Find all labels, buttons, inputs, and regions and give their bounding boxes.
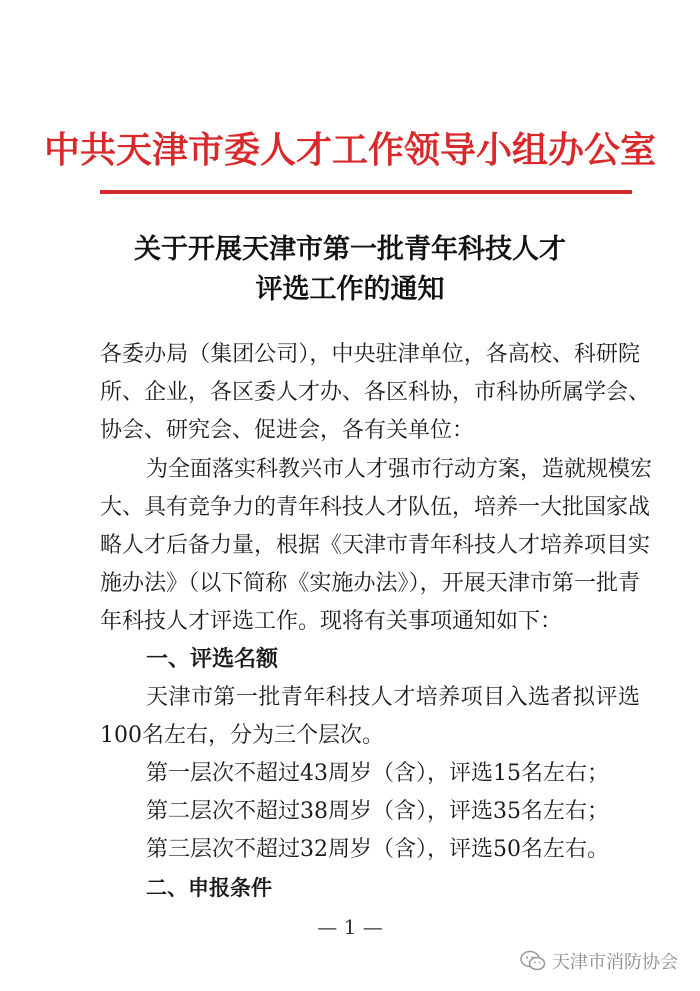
tier-line: 第三层次不超过32周岁（含），评选50名左右。: [146, 837, 609, 862]
section-2-heading: 二、申报条件: [146, 876, 272, 900]
intro-paragraph-line: 大、具有竞争力的青年科技人才队伍，培养一大批国家战: [100, 495, 651, 520]
document-title-line-1: 关于开展天津市第一批青年科技人才: [134, 234, 566, 265]
red-divider-line: [100, 190, 632, 194]
section-1-body-line: 100名左右，分为三个层次。: [100, 723, 384, 748]
intro-paragraph-line: 年科技人才评选工作。现将有关事项通知如下：: [100, 609, 563, 634]
section-1-body-line: 天津市第一批青年科技人才培养项目入选者拟评选: [146, 685, 640, 710]
addressee-line: 各委办局（集团公司），中央驻津单位，各高校、科研院: [100, 342, 640, 367]
document-title-line-2: 评选工作的通知: [255, 274, 445, 305]
page-number: — 1 —: [317, 915, 383, 939]
addressee-line: 所、企业，各区委人才办、各区科协，市科协所属学会、: [100, 380, 651, 405]
tier-line: 第二层次不超过38周岁（含），评选35名左右；: [146, 799, 609, 824]
wechat-watermark: [520, 947, 678, 975]
wechat-icon: [520, 950, 546, 972]
addressee-line: 协会、研究会、促进会，各有关单位：: [100, 418, 475, 443]
section-1-heading: 一、评选名额: [146, 647, 279, 672]
tier-line: 第一层次不超过43周岁（含），评选15名左右；: [146, 761, 609, 786]
intro-paragraph-line: 略人才后备力量，根据《天津市青年科技人才培养项目实: [100, 533, 651, 558]
intro-paragraph-line: 为全面落实科教兴市人才强市行动方案，造就规模宏: [146, 457, 653, 482]
intro-paragraph-line: 施办法》（以下简称《实施办法》），开展天津市第一批青: [100, 571, 640, 596]
watermark-text: 天津市消防协会: [552, 952, 678, 973]
issuing-office-header: 中共天津市委人才工作领导小组办公室: [43, 129, 656, 171]
